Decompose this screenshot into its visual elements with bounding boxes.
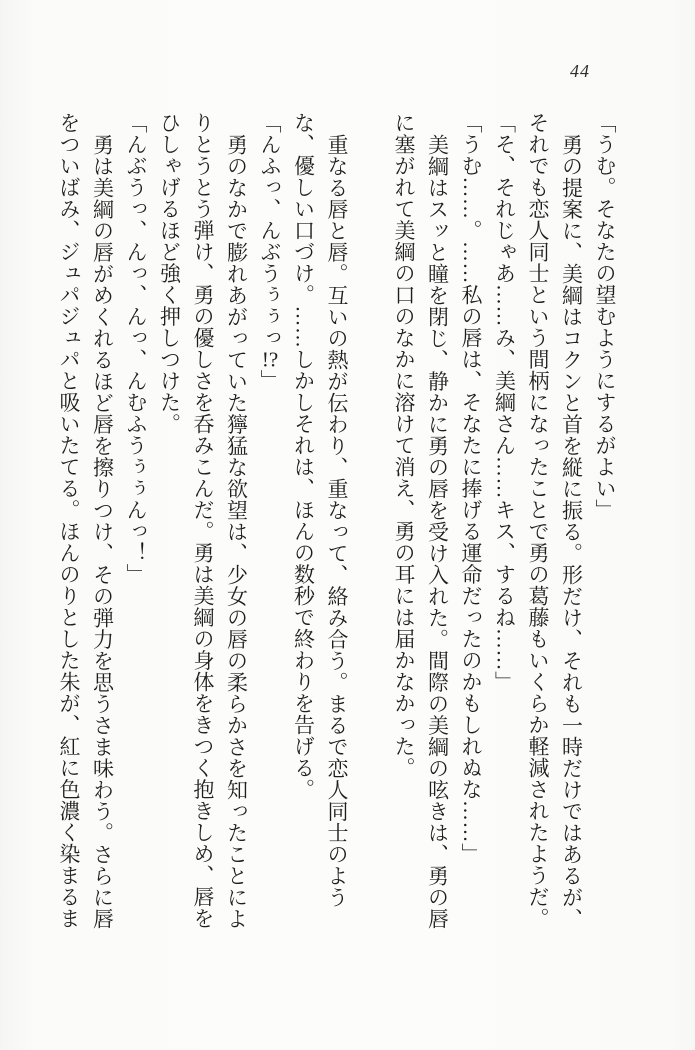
dialogue-paragraph: 「うむ……。……私の唇は、そなたに捧げる運命だったのかもしれぬな……」 xyxy=(459,112,483,865)
dialogue-paragraph: 「んぶうっ、んっ、んっ、んむふうぅぅんっ！」 xyxy=(124,112,148,585)
narrative-paragraph: 重なる唇と唇。互いの熱が伝わり、重なって、絡み合う。まるで恋人同士のような、優しい口づけ。……しかしそれは、ほんの数秒で終わりを告げる。 xyxy=(291,112,349,908)
narrative-paragraph: 勇のなかで膨れあがっていた獰猛な欲望は、少女の唇の柔らかさを知ったことによりとうとう弾け、勇の優しさを呑みこんだ。勇は美綱の身体をきつく抱きしめ、唇をひしゃげるほど強く押しつけた。 xyxy=(157,112,249,929)
tatechuyoko-exclamation-question: !? xyxy=(261,348,279,370)
page-number: 44 xyxy=(570,61,590,81)
dialogue-paragraph: 「んふっ、んぶうぅぅっ!?」 xyxy=(258,112,282,391)
novel-text-block xyxy=(52,112,622,932)
narrative-paragraph: 美綱はスッと瞳を閉じ、静かに勇の唇を受け入れた。間際の美綱の呟きは、勇の唇に塞がれて美綱の口のなかに溶けて消え、勇の耳には届かなかった。 xyxy=(392,112,450,929)
dialogue-paragraph: 「そ、それじゃあ……み、美綱さん……キス、するね……」 xyxy=(492,112,517,693)
narrative-paragraph: 勇は美綱の唇がめくれるほど唇を擦りつけ、その弾力を思うさま味わう。さらに唇をついばみ、ジュパジュパと吸いたてる。ほんのりとした朱が、紅に色濃く染まるま xyxy=(57,112,115,929)
dialogue-paragraph: 「うむ。そなたの望むようにするがよい」 xyxy=(593,112,617,521)
paragraph-spacer xyxy=(353,112,387,113)
narrative-paragraph: 勇の提案に、美綱はコクンと首を縦に振る。形だけ、それも一時だけではあるが、それでも恋人同士という間柄になったことで勇の葛藤もいくらか軽減されたようだ。 xyxy=(526,112,584,929)
